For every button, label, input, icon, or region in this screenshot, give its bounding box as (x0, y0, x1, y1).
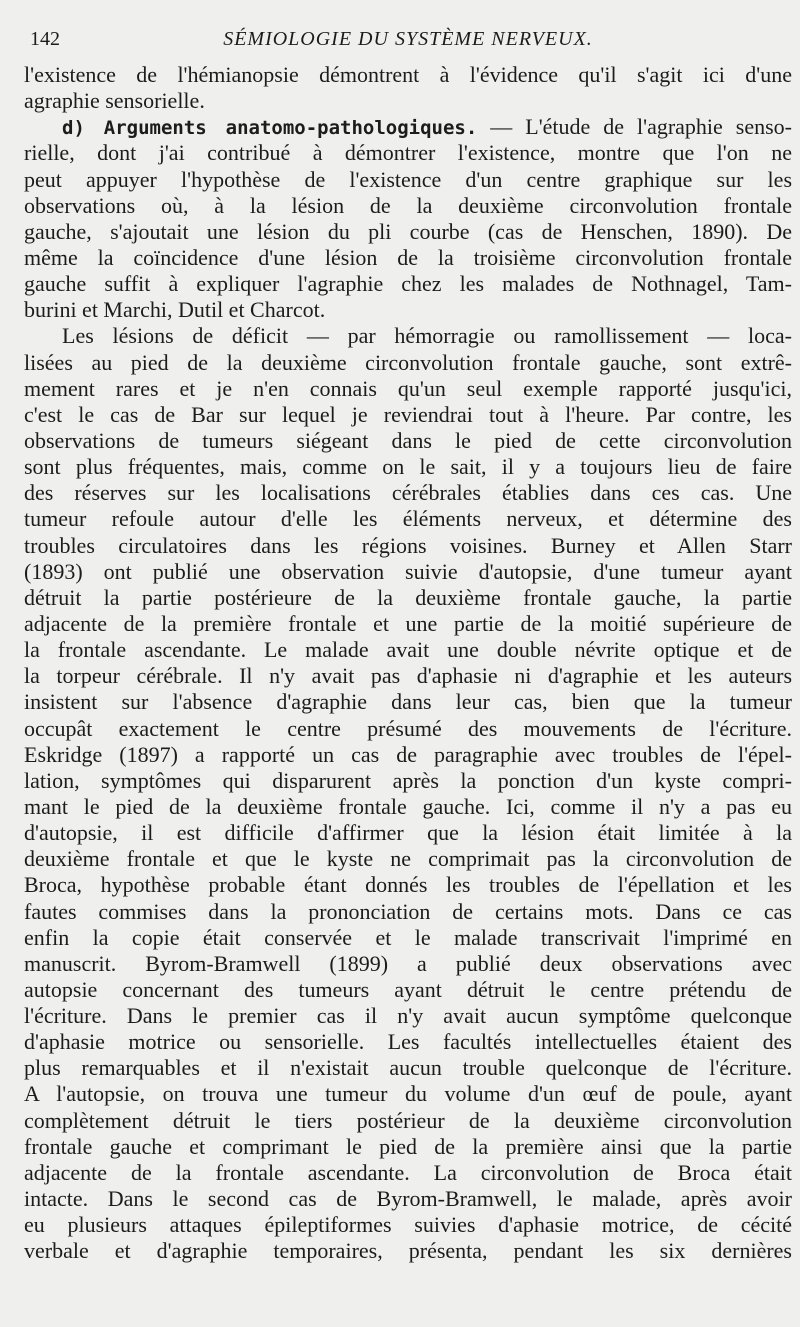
line-text: l'écriture. Dans le premier cas il n'y avait aucun symptôme quelconque (24, 1003, 792, 1029)
text-line (24, 872, 792, 898)
text-line (24, 559, 792, 585)
line-text: l'existence de l'hémianopsie démontrent à l'évidence qu'il s'agit ici d'une (24, 62, 792, 87)
line-text: adjacente de la frontale ascendante. La circonvolution de Broca était (24, 1159, 792, 1185)
line-text: observations où, à la lésion de la deuxième circonvolution frontale (24, 192, 792, 218)
text-line (24, 1081, 792, 1107)
text-line (24, 219, 792, 245)
line-text: troubles circulatoires dans les régions voisines. Burney et Allen Starr (24, 532, 792, 558)
line-text: Eskridge (1897) a rapporté un cas de paragraphie avec troubles de l'épel- (24, 741, 792, 767)
line-text: observations de tumeurs siégeant dans le pied de cette circonvolution (24, 427, 792, 453)
text-line (24, 925, 792, 951)
text-line (24, 271, 792, 297)
text-line (24, 62, 792, 88)
text-line (24, 820, 792, 846)
line-text: deuxième frontale et que le kyste ne comprimait pas la circonvolution de (24, 846, 792, 872)
line-text: rielle, dont j'ai contribué à démontrer l'existence, montre que l'on ne (24, 140, 792, 166)
line-text: eu plusieurs attaques épileptiformes suivies d'aphasie motrice, de cécité (24, 1212, 792, 1238)
text-line (24, 350, 792, 376)
running-title: SÉMIOLOGIE DU SYSTÈME NERVEUX. (223, 28, 593, 50)
line-text: d'autopsie, il est difficile d'affirmer que la lésion était limitée à la (24, 820, 792, 846)
line-text: adjacente de la première frontale et une partie de la moitié supérieure de (24, 610, 792, 636)
text-line (24, 1212, 792, 1238)
line-text: manuscrit. Byrom-Bramwell (1899) a publié deux observations avec (24, 950, 792, 976)
line-text: complètement détruit le tiers postérieur de la deuxième circonvolution (24, 1107, 792, 1133)
text-line (24, 689, 792, 715)
text-line (24, 114, 792, 140)
line-text: tumeur refoule autour d'elle les éléments nerveux, et détermine des (24, 506, 792, 532)
line-text: verbale et d'agraphie temporaires, présenta, pendant les six dernières (24, 1238, 792, 1264)
text-line (24, 480, 792, 506)
line-text: frontale gauche et comprimant le pied de la première ainsi que la partie (24, 1133, 792, 1159)
text-line (24, 402, 792, 428)
text-line (24, 1003, 792, 1029)
text-line (24, 977, 792, 1003)
text-line (24, 193, 792, 219)
line-text: peut appuyer l'hypothèse de l'existence d'un centre graphique sur les (24, 166, 792, 192)
text-line (24, 454, 792, 480)
line-text: des réserves sur les localisations cérébrales établies dans ces cas. Une (24, 480, 792, 506)
line-text: A l'autopsie, on trouva une tumeur du volume d'un œuf de poule, ayant (24, 1081, 792, 1107)
text-line (24, 951, 792, 977)
text-line (24, 611, 792, 637)
text-line (24, 297, 792, 323)
text-line (24, 1108, 792, 1134)
text-line (24, 716, 792, 742)
text-line (24, 899, 792, 925)
text-line (24, 167, 792, 193)
line-text: gauche suffit à expliquer l'agraphie chez les malades de Nothnagel, Tam- (24, 271, 792, 297)
text-line (24, 1186, 792, 1212)
text-line (24, 663, 792, 689)
text-line (24, 323, 792, 349)
line-text: sont plus fréquentes, mais, comme on le sait, il y a toujours lieu de faire (24, 454, 792, 480)
text-line (24, 140, 792, 166)
line-text: fautes commises dans la prononciation de certains mots. Dans ce cas (24, 898, 792, 924)
text-line (24, 794, 792, 820)
text-line (24, 742, 792, 768)
text-line (24, 88, 792, 114)
text-line (24, 846, 792, 872)
line-text: la torpeur cérébrale. Il n'y avait pas d'aphasie ni d'agraphie et les auteurs (24, 663, 792, 689)
line-text: la frontale ascendante. Le malade avait une double névrite optique et de (24, 637, 792, 663)
line-text: lisées au pied de la deuxième circonvolution frontale gauche, sont extrê- (24, 349, 792, 375)
page-number: 142 (30, 28, 60, 50)
text-line (24, 1238, 792, 1264)
text-line (24, 1029, 792, 1055)
line-text: lation, symptômes qui disparurent après la ponction d'un kyste compri- (24, 767, 792, 793)
line-text: agraphie sensorielle. (24, 88, 205, 114)
line-text: intacte. Dans le second cas de Byrom-Bramwell, le malade, après avoir (24, 1186, 792, 1212)
text-line (24, 768, 792, 794)
text-line (24, 533, 792, 559)
body-text (24, 62, 792, 1264)
line-text: mement rares et je n'en connais qu'un seul exemple rapporté jusqu'ici, (24, 375, 792, 401)
line-text: (1893) ont publié une observation suivie d'autopsie, d'une tumeur ayant (24, 558, 792, 584)
line-text: c'est le cas de Bar sur lequel je reviendrai tout à l'heure. Par contre, les (24, 401, 792, 427)
line-text: Les lésions de déficit — par hémorragie ou ramollissement — loca- (62, 323, 792, 349)
text-line (24, 1055, 792, 1081)
section-heading: d) Arguments anatomo-pathologiques. (62, 117, 478, 140)
text-line (24, 506, 792, 532)
running-head (24, 20, 792, 50)
text-line (24, 585, 792, 611)
line-text: Broca, hypothèse probable étant donnés les troubles de l'épellation et les (24, 872, 792, 898)
line-text: occupât exactement le centre présumé des mouvements de l'écriture. (24, 715, 792, 741)
text-line (24, 1134, 792, 1160)
text-line (24, 637, 792, 663)
text-line (24, 1160, 792, 1186)
text-line (24, 376, 792, 402)
line-text: gauche, s'ajoutait une lésion du pli courbe (cas de Henschen, 1890). De (24, 218, 792, 244)
line-text: burini et Marchi, Dutil et Charcot. (24, 297, 326, 323)
line-text: même la coïncidence d'une lésion de la troisième circonvolution frontale (24, 244, 792, 270)
line-text: — L'étude de l'agraphie senso- (477, 114, 792, 140)
text-line (24, 428, 792, 454)
line-text: d'aphasie motrice ou sensorielle. Les facultés intellectuelles étaient des (24, 1029, 792, 1055)
line-text: autopsie concernant des tumeurs ayant détruit le centre prétendu de (24, 976, 792, 1002)
text-line (24, 245, 792, 271)
line-text: enfin la copie était conservée et le malade transcrivait l'imprimé en (24, 924, 792, 950)
line-text: détruit la partie postérieure de la deuxième frontale gauche, la partie (24, 584, 792, 610)
line-text: plus remarquables et il n'existait aucun trouble quelconque de l'écriture. (24, 1055, 792, 1081)
line-text: mant le pied de la deuxième frontale gauche. Ici, comme il n'y a pas eu (24, 793, 792, 819)
line-text: insistent sur l'absence d'agraphie dans leur cas, bien que la tumeur (24, 689, 792, 715)
